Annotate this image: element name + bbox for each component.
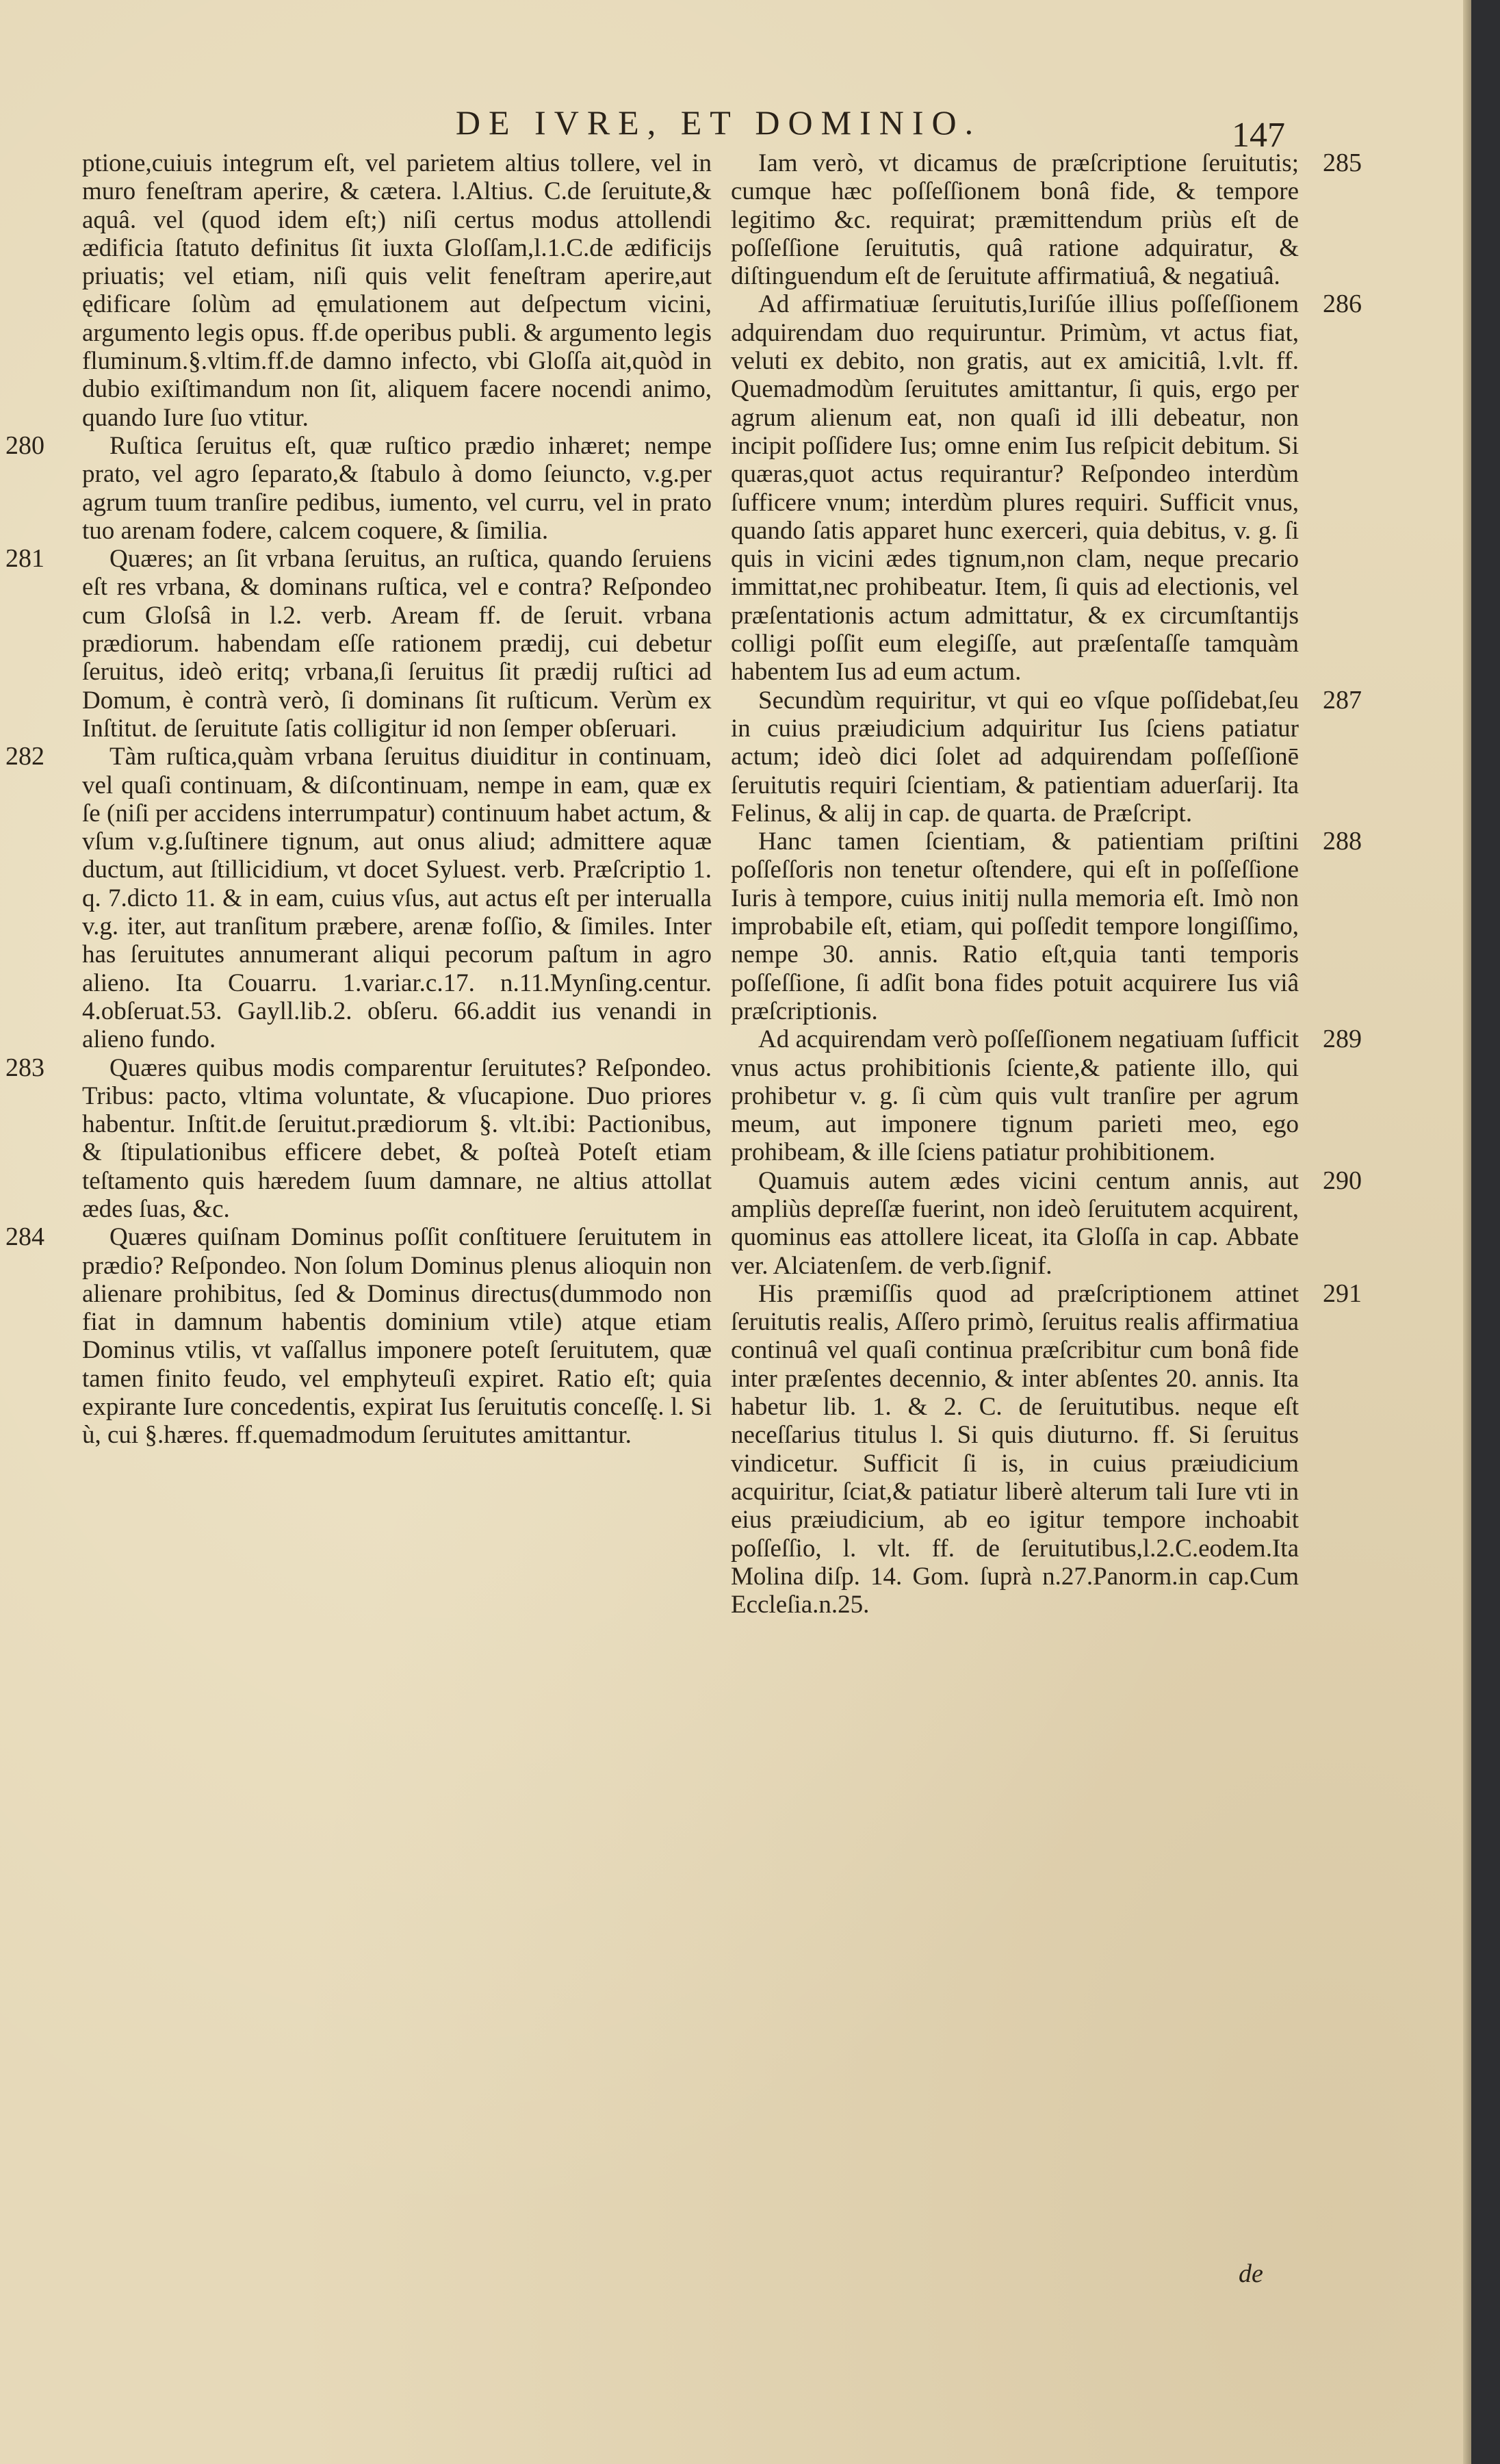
paragraph [731,1279,1362,1619]
paragraph-text: Quamuis autem ædes vicini centum annis, aut ampliùs depreſſæ fuerint, non ideò ſeruitutem acquirent, quominus eas attollere liceat, ita Gloſſa in cap. Abbate ver. Alciatenſem. de verb.ſignif. [731,1166,1299,1280]
paragraph-number: 283 [5,1053,44,1082]
left-column [5,149,712,1450]
paragraph [5,742,712,1054]
paragraph-number: 284 [5,1222,44,1252]
paragraph-text: His præmiſſis quod ad præſcriptionem attinet ſeruitutis realis, Aſſero primò, ſeruitus realis affirmatiua continuâ vel quaſi continua præſcribitur cum bonâ fide inter præſentes decennio, & inter abſentes 20. annis. Ita habetur lib. 1. & 2. C. de ſeruitutibus. neque eſt neceſſarius titulus l. Si quis diuturno. ff. Si ſeruitus vindicetur. Sufficit ſi is, in cuius præiudicium acquiritur, ſciat,& patiatur liberè alterum tali Iure vti in eius præiudicium, ab eo igitur tempore inchoabit poſſeſſio, l. vlt. ff. de ſeruitutibus,l.2.C.eodem.Ita Molina diſp. 14. Gom. ſuprà n.27.Panorm.in cap.Cum Eccleſia.n.25. [731,1279,1299,1619]
paragraph [731,827,1362,1025]
paragraph-number: 281 [5,544,44,574]
paragraph-text: ptione,cuiuis integrum eſt, vel parietem altius tollere, vel in muro feneſtram aperire, & cætera. l.Altius. C.de ſeruitute,& aquâ. vel (quod idem eſt;) niſi certus modus attollendi ædificia ſtatuto definitus ſit iuxta Gloſſam,l.1.C.de ædificijs priuatis; vel etiam, niſi quis velit feneſtram aperire,aut ędificare ſolùm ad ęmulationem aut deſpectum vicini, argumento legis opus. ff.de operibus publi. & argumento legis fluminum.§.vltim.ff.de damno infecto, vbi Gloſſa ait,quòd in dubio exiſtimandum non ſit, aliquem facere nocendi animo, quando Iure ſuo vtitur. [82,149,712,432]
page-edge [1463,0,1471,2464]
paragraph-number: 289 [1323,1025,1362,1054]
paragraph-number: 280 [5,431,44,460]
paragraph-text: Quæres quiſnam Dominus poſſit conſtituere ſeruitutem in prædio? Reſpondeo. Non ſolum Dominus plenus alioquin non alienare prohibitus, ſed & Dominus directus(dummodo non fiat in damnum habentis dominium vtile) atque etiam Dominus vtilis, vt vaſſallus imponere poteſt ſeruitutem, quæ tamen finito feudo, vel emphyteuſi expiret. Ratio eſt; quia expirante Iure concedentis, expirat Ius ſeruitutis conceſſę. l. Si ù, cui §.hæres. ff.quemadmodum ſeruitutes amittantur. [82,1223,712,1450]
paragraph-text: Iam verò, vt dicamus de præſcriptione ſeruitutis; cumque hæc poſſeſſionem bonâ fide, & tempore legitimo &c. requirat; præmittendum priùs eſt de poſſeſſione ſeruitutis, quâ ratione adquiratur, & diſtinguendum eſt de ſeruitute affirmatiuâ, & negatiuâ. [731,149,1299,291]
running-head: DE IVRE, ET DOMINIO. [455,103,982,142]
paragraph-text: Quæres quibus modis comparentur ſeruitutes? Reſpondeo. Tribus: pacto, vltima voluntate, & vſucapione. Duo priores habentur. Inſtit.de ſeruitut.prædiorum §. vlt.ibi: Pactionibus, & ſtipulationibus efficere debet, & poſteà Poteſt etiam teſtamento quis hæredem ſuum damnare, ne altius attollat ædes ſuas, &c. [82,1053,712,1223]
paragraph [5,1053,712,1224]
paragraph-text: Secundùm requiritur, vt qui eo vſque poſſidebat,ſeu in cuius præiudicium adquiritur Ius ſciens patiatur actum; ideò dici ſolet ad adquirendam poſſeſſionē ſeruitutis requiri ſcientiam, & patientiam aduerſarij. Ita Felinus, & alij in cap. de quarta. de Præſcript. [731,686,1299,827]
paragraph [731,1025,1362,1167]
paragraph-text: Ad affirmatiuæ ſeruitutis,Iuriſúe illius poſſeſſionem adquirendam duo requiruntur. Primùm, vt actus fiat, veluti ex debito, non gratis, aut ex amicitiâ, l.vlt. ff. Quemadmodùm ſeruitutes amittantur, ſi quis, ergo per agrum alienum eat, non quaſi id illi debeatur, non incipit poſſidere Ius; omne enim Ius reſpicit debitum. Si quæras,quot actus requirantur? Reſpondeo interdùm ſufficere vnum; interdùm plures requiri. Sufficit vnus, quando ſatis apparet hunc exerceri, quia debitus, v. g. ſi quis in vicini ædes tignum,non clam, neque precario immittat,nec prohibeatur. Item, ſi quis ad electionis, vel præſentationis actum admittatur, & ex circumſtantijs colligi poſſit eum elegiſſe, aut præſentaſſe tamquàm habentem Ius ad eum actum. [731,290,1299,686]
paragraph-number: 291 [1323,1279,1362,1308]
paragraph-text: Tàm ruſtica,quàm vrbana ſeruitus diuiditur in continuam, vel quaſi continuam, & diſcontinuam, nempe in eam, quæ ex ſe (niſi per accidens interrumpatur) continuum habet actum, & vſum v.g.ſuſtinere tignum, aut onus aliud; admittere aquæ ductum, aut ſtillicidium, vt docet Syluest. verb. Præſcriptio 1. q. 7.dicto 11. & in eam, cuius vſus, aut actus eſt per interualla v.g. iter, aut tranſitum præbere, arenæ foſſio, & ſimiles. Inter has ſeruitutes annumerant aliqui pecorum paſtum in agro alieno. Ita Couarru. 1.variar.c.17. n.11.Mynſing.centur. 4.obſeruat.53. Gayll.lib.2. obſeru. 66.addit ius venandi in alieno fundo. [82,743,712,1054]
page-number: 147 [1232,116,1285,155]
paragraph-number: 288 [1323,827,1362,856]
paragraph [5,1222,712,1450]
paragraph-number: 290 [1323,1166,1362,1195]
paragraph-text: Ad acquirendam verò poſſeſſionem negatiuam ſufficit vnus actus prohibitionis ſciente,& patiente illo, qui prohibetur v. g. ſi cùm quis vult tranſire per agrum meum, aut imponere tignum parieti meo, ego prohibeam, & ille ſciens patiatur prohibitionem. [731,1025,1299,1167]
paragraph [731,1166,1362,1280]
paragraph-number: 286 [1323,290,1362,319]
paragraph [731,685,1362,827]
paragraph-number: 287 [1323,685,1362,715]
paragraph-text: Hanc tamen ſcientiam, & patientiam priſtini poſſeſſoris non tenetur oſtendere, qui eſt in poſſeſſione Iuris à tempore, cuius initij nulla memoria eſt. Imò non improbabile eſt, etiam, qui poſſedit tempore longiſſimo, nempe 30. annis. Ratio eſt,quia tanti temporis poſſeſſione, ſi adſit bona fides potuit acquirere Ius viâ præſcriptionis. [731,827,1299,1025]
paragraph-number: 282 [5,742,44,771]
paragraph [5,431,712,545]
paragraph [731,290,1362,686]
paragraph-text: Ruſtica ſeruitus eſt, quæ ruſtico prædio inhæret; nempe prato, vel agro ſeparato,& ſtabulo à domo ſeiuncto, v.g.per agrum tuum tranſire pedibus, iumento, vel curru, vel in prato tuo arenam fodere, calcem coquere, & ſimilia. [82,431,712,545]
paragraph-text: Quæres; an ſit vrbana ſeruitus, an ruſtica, quando ſeruiens eſt res vrbana, & dominans ruſtica, vel e contra? Reſpondeo cum Gloſsâ in l.2. verb. Aream ff. de ſeruit. vrbana prædiorum. habendam eſſe rationem prædij, cui debetur ſeruitus, ideò eritq; vrbana,ſi ſeruitus ſit prædij ruſtici ad Domum, è contrà verò, ſi dominans ſit ruſticum. Verùm ex Inſtitut. de ſeruitute ſatis colligitur id non ſemper obſeruari. [82,545,712,743]
paragraph [82,149,712,432]
paragraph [731,149,1362,291]
right-column [731,149,1362,1619]
catchword: de [1239,2259,1263,2288]
paragraph [5,544,712,743]
paragraph-number: 285 [1323,149,1362,177]
